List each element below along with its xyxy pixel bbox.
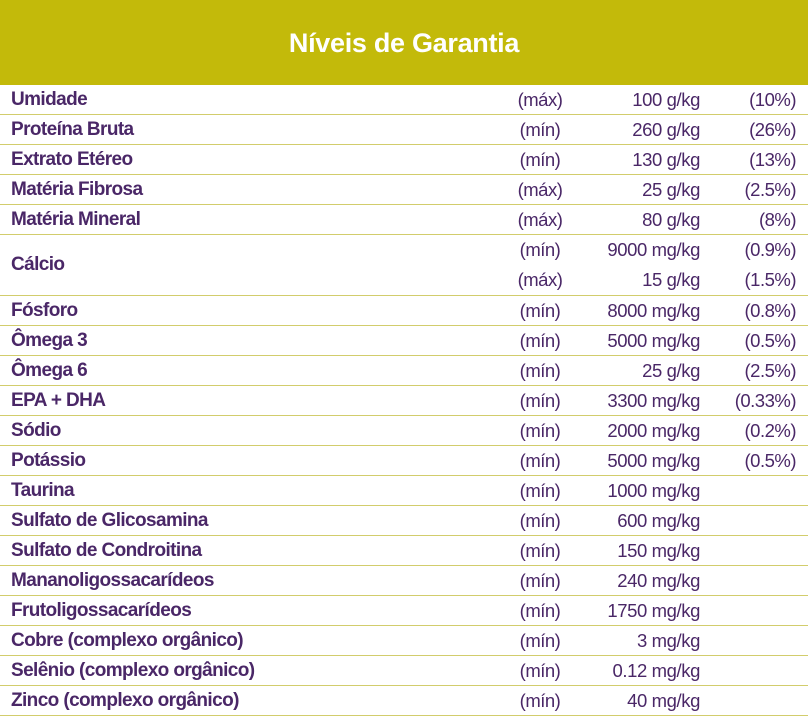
- percent-value: (0.5%): [744, 330, 796, 351]
- nutrient-name: Potássio: [11, 449, 86, 471]
- table-row: [0, 626, 808, 656]
- amount-value: 5000 mg/kg: [607, 330, 700, 351]
- limit-qualifier: (mín): [519, 390, 561, 411]
- percent-value: (0.33%): [734, 390, 796, 411]
- percent-value: (26%): [749, 119, 796, 140]
- table-row: [0, 85, 808, 115]
- limit-qualifier: (mín): [519, 480, 561, 501]
- limit-qualifier: (máx): [517, 89, 563, 110]
- limit-qualifier: (mín): [519, 630, 561, 651]
- percent-value: (2.5%): [744, 179, 796, 200]
- amount-value: 25 g/kg: [642, 179, 700, 200]
- amount-value: 9000 mg/kg: [607, 239, 700, 260]
- limit-qualifier: (mín): [519, 570, 561, 591]
- amount-value: 25 g/kg: [642, 360, 700, 381]
- table-row: [0, 115, 808, 145]
- limit-qualifier: (mín): [519, 239, 561, 260]
- amount-value: 600 mg/kg: [617, 510, 700, 531]
- nutrient-name: Sódio: [11, 419, 61, 441]
- value-line: [0, 536, 808, 566]
- amount-value: 240 mg/kg: [617, 570, 700, 591]
- amount-value: 1000 mg/kg: [607, 480, 700, 501]
- amount-value: 130 g/kg: [632, 149, 700, 170]
- value-line: [0, 205, 808, 235]
- nutrient-name: Matéria Fibrosa: [11, 178, 143, 200]
- nutrient-name: Zinco (complexo orgânico): [11, 689, 239, 711]
- value-line: [0, 446, 808, 476]
- nutrient-name: Ômega 6: [11, 359, 88, 381]
- amount-value: 8000 mg/kg: [607, 300, 700, 321]
- amount-value: 80 g/kg: [642, 209, 700, 230]
- table-row: [0, 656, 808, 686]
- amount-value: 150 mg/kg: [617, 540, 700, 561]
- table-header: [0, 0, 808, 85]
- value-line: [0, 175, 808, 205]
- nutrient-name: Sulfato de Condroitina: [11, 539, 202, 561]
- value-line: [0, 326, 808, 356]
- table-row: [0, 296, 808, 326]
- table-row: [0, 596, 808, 626]
- value-line: [0, 265, 808, 295]
- limit-qualifier: (mín): [519, 149, 561, 170]
- value-line: [0, 235, 808, 265]
- limit-qualifier: (mín): [519, 360, 561, 381]
- value-line: [0, 356, 808, 386]
- amount-value: 40 mg/kg: [627, 690, 700, 711]
- value-line: [0, 416, 808, 446]
- percent-value: (0.8%): [744, 300, 796, 321]
- amount-value: 3300 mg/kg: [607, 390, 700, 411]
- percent-value: (1.5%): [744, 269, 796, 290]
- amount-value: 0.12 mg/kg: [612, 660, 700, 681]
- nutrient-name: Frutoligossacarídeos: [11, 599, 192, 621]
- table-row: [0, 686, 808, 716]
- nutrient-name: Fósforo: [11, 299, 78, 321]
- nutrient-name: Umidade: [11, 88, 88, 110]
- limit-qualifier: (mín): [519, 450, 561, 471]
- amount-value: 3 mg/kg: [636, 630, 700, 651]
- value-line: [0, 686, 808, 716]
- nutrient-name: Extrato Etéreo: [11, 148, 133, 170]
- value-line: [0, 596, 808, 626]
- value-line: [0, 476, 808, 506]
- amount-value: 15 g/kg: [642, 269, 700, 290]
- table-row: [0, 446, 808, 476]
- value-line: [0, 85, 808, 115]
- value-line: [0, 566, 808, 596]
- amount-value: 2000 mg/kg: [607, 420, 700, 441]
- percent-value: (8%): [758, 209, 796, 230]
- limit-qualifier: (máx): [517, 209, 563, 230]
- limit-qualifier: (mín): [519, 119, 561, 140]
- value-line: [0, 145, 808, 175]
- nutrient-name: Sulfato de Glicosamina: [11, 509, 208, 531]
- guarantee-table: [0, 85, 808, 716]
- limit-qualifier: (máx): [517, 269, 563, 290]
- nutrient-name: Mananoligossacarídeos: [11, 569, 214, 591]
- limit-qualifier: (mín): [519, 330, 561, 351]
- page-title: Níveis de Garantia: [288, 28, 520, 58]
- limit-qualifier: (mín): [519, 510, 561, 531]
- amount-value: 260 g/kg: [632, 119, 700, 140]
- table-row: [0, 506, 808, 536]
- amount-value: 100 g/kg: [632, 89, 700, 110]
- table-row: [0, 536, 808, 566]
- nutrient-name: Cálcio: [11, 254, 65, 275]
- table-row: [0, 566, 808, 596]
- percent-value: (10%): [749, 89, 796, 110]
- value-line: [0, 506, 808, 536]
- limit-qualifier: (mín): [519, 300, 561, 321]
- percent-value: (13%): [749, 149, 796, 170]
- table-row: [0, 386, 808, 416]
- nutrient-name: Ômega 3: [11, 329, 88, 351]
- table-row: [0, 356, 808, 386]
- value-line: [0, 656, 808, 686]
- value-line: [0, 626, 808, 656]
- table-row: [0, 416, 808, 446]
- table-row: [0, 205, 808, 235]
- nutrient-name: Cobre (complexo orgânico): [11, 629, 244, 651]
- value-line: [0, 386, 808, 416]
- percent-value: (0.5%): [744, 450, 796, 471]
- percent-value: (2.5%): [744, 360, 796, 381]
- table-row: [0, 476, 808, 506]
- table-row: [0, 145, 808, 175]
- table-row: [0, 175, 808, 205]
- limit-qualifier: (mín): [519, 540, 561, 561]
- percent-value: (0.2%): [744, 420, 796, 441]
- limit-qualifier: (máx): [517, 179, 563, 200]
- value-line: [0, 296, 808, 326]
- percent-value: (0.9%): [744, 239, 796, 260]
- amount-value: 1750 mg/kg: [607, 600, 700, 621]
- nutrient-name: Matéria Mineral: [11, 208, 141, 230]
- nutrient-name: Proteína Bruta: [11, 118, 134, 140]
- limit-qualifier: (mín): [519, 600, 561, 621]
- nutrient-name: EPA + DHA: [11, 389, 106, 411]
- amount-value: 5000 mg/kg: [607, 450, 700, 471]
- limit-qualifier: (mín): [519, 690, 561, 711]
- table-row: [0, 235, 808, 296]
- value-line: [0, 115, 808, 145]
- nutrient-name: Taurina: [11, 479, 75, 501]
- table-row: [0, 326, 808, 356]
- limit-qualifier: (mín): [519, 420, 561, 441]
- nutrient-name: Selênio (complexo orgânico): [11, 659, 255, 681]
- limit-qualifier: (mín): [519, 660, 561, 681]
